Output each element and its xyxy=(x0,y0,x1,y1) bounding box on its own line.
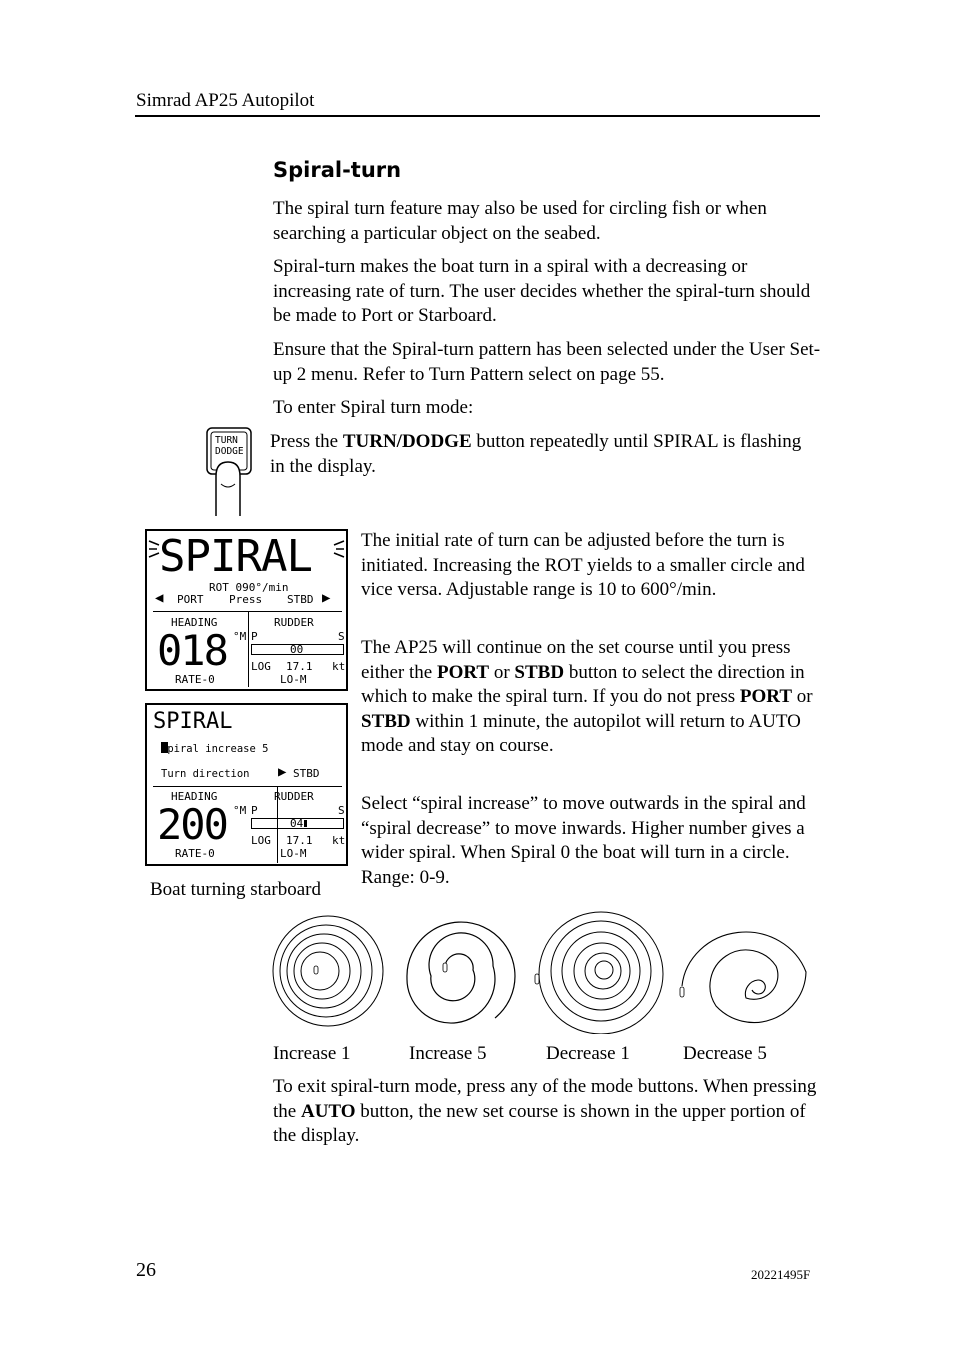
spiral-increase-1-diagram xyxy=(271,910,387,1032)
paragraph-4: To enter Spiral turn mode: xyxy=(273,397,474,418)
log-unit: kt xyxy=(332,660,346,673)
rudder-stbd-label: S xyxy=(338,630,345,643)
section-title: Spiral-turn xyxy=(273,158,402,182)
running-header: Simrad AP25 Autopilot xyxy=(136,90,315,111)
exit-text-a: To exit spiral-turn mode, press any of the mode buttons. When pressing the xyxy=(273,1076,817,1122)
rudder-stbd-label: S xyxy=(338,804,345,817)
rudder-port-label: P xyxy=(251,630,258,643)
paragraph-3: Ensure that the Spiral-turn pattern has been selected under the User Set-up 2 menu. Refer to Turn Pattern select on page 55. xyxy=(273,339,821,385)
spiral-label: Decrease 5 xyxy=(683,1043,767,1064)
lo-label: LO-M xyxy=(280,673,307,686)
lo-label: LO-M xyxy=(280,847,307,860)
turn-direction-value: STBD xyxy=(293,767,320,780)
heading-unit: °M xyxy=(233,804,247,817)
press-post: button repeatedly until SPIRAL is flashing in the display. xyxy=(270,431,802,477)
rot-readout: ROT 090°/min xyxy=(209,581,289,594)
paragraph-1: The spiral turn feature may also be used for circling fish or when searching a particular object on the seabed. xyxy=(273,198,767,244)
spiral-increase-5-diagram xyxy=(403,910,517,1032)
turn-direction-label: Turn direction xyxy=(161,768,250,780)
figure-caption: Boat turning starboard xyxy=(150,879,321,900)
autopilot-display-2 xyxy=(145,703,348,866)
heading-label: HEADING xyxy=(171,616,218,629)
spiral-label: Increase 5 xyxy=(409,1043,487,1064)
turn-dodge-button-icon xyxy=(204,426,260,518)
press-instruction xyxy=(270,430,820,479)
heading-value: 018 xyxy=(157,626,227,675)
autopilot-display-1 xyxy=(145,529,348,691)
direction-paragraph xyxy=(361,636,817,759)
dir-text-b: button to select the direction in which to make the spiral turn. If you do not press xyxy=(361,661,805,707)
page-number: 26 xyxy=(136,1259,156,1281)
log-label: LOG xyxy=(251,834,271,847)
rot-paragraph: The initial rate of turn can be adjusted before the turn is initiated. Increasing the ROT yields to a smaller circle and vice versa. Adjustable range is 10 to 600°/min. xyxy=(361,530,805,600)
button-label-dodge: DODGE xyxy=(215,446,244,457)
rate-label: RATE-0 xyxy=(175,673,215,686)
log-label: LOG xyxy=(251,660,271,673)
press-pre: Press the xyxy=(270,431,343,452)
spiral-select-paragraph: Select “spiral increase” to move outwards in the spiral and “spiral decrease” to move inwards. Higher number gives a wider spiral. When Spiral 0 the boat will turn in a circle. Range: 0-9. xyxy=(361,793,806,888)
divider xyxy=(153,786,342,787)
log-value: 17.1 xyxy=(286,660,313,673)
heading-label: HEADING xyxy=(171,790,218,803)
dir-or: or xyxy=(489,661,515,683)
port-label: PORT xyxy=(177,593,204,606)
paragraph-2: Spiral-turn makes the boat turn in a spiral with a decreasing or increasing rate of turn. The user decides whether the spiral-turn should be made to Port or Starboard. xyxy=(273,256,811,326)
stbd-arrow-icon: ▶ xyxy=(322,590,331,606)
port-arrow-icon: ◀ xyxy=(155,590,164,606)
rate-label: RATE-0 xyxy=(175,847,215,860)
exit-auto: AUTO xyxy=(300,1100,356,1122)
button-label-turn: TURN xyxy=(215,435,238,446)
dir-or-2: or xyxy=(792,686,813,707)
exit-text-b: button, the new set course is shown in the upper portion of the display. xyxy=(273,1100,806,1146)
rudder-indicator xyxy=(304,820,307,827)
mode-title: SPIRAL xyxy=(153,709,233,734)
dir-stbd-2: STBD xyxy=(361,710,411,732)
dir-port: PORT xyxy=(436,661,490,683)
rudder-label: RUDDER xyxy=(274,790,314,803)
stbd-label: STBD xyxy=(287,593,314,606)
heading-value: 200 xyxy=(157,800,227,849)
spiral-decrease-5-diagram xyxy=(676,918,812,1034)
spiral-label: Increase 1 xyxy=(273,1043,351,1064)
dir-port-2: PORT xyxy=(739,686,792,707)
rudder-label: RUDDER xyxy=(274,616,314,629)
dir-text-a: The AP25 will continue on the set course until you press either the xyxy=(361,637,791,683)
header-rule xyxy=(135,115,820,117)
spiral-setting: Spiral increase 5 xyxy=(161,743,269,755)
stbd-arrow-icon: ▶ xyxy=(278,764,287,780)
document-number: 20221495F xyxy=(751,1267,811,1282)
log-value: 17.1 xyxy=(286,834,313,847)
rudder-value: 00 xyxy=(290,643,304,656)
dir-text-c: within 1 minute, the autopilot will return to AUTO mode and stay on course. xyxy=(361,710,801,756)
press-bold: TURN/DODGE xyxy=(342,431,472,452)
dir-stbd: STBD xyxy=(514,661,565,683)
exit-paragraph xyxy=(273,1075,818,1149)
heading-unit: °M xyxy=(233,630,247,643)
spiral-label: Decrease 1 xyxy=(546,1043,630,1064)
log-unit: kt xyxy=(332,834,346,847)
press-label: Press xyxy=(229,593,263,606)
rudder-port-label: P xyxy=(251,804,258,817)
divider xyxy=(248,611,249,687)
spiral-decrease-1-diagram xyxy=(531,908,669,1034)
mode-title: SPIRAL xyxy=(159,531,312,582)
rudder-value: 04 xyxy=(290,817,304,830)
